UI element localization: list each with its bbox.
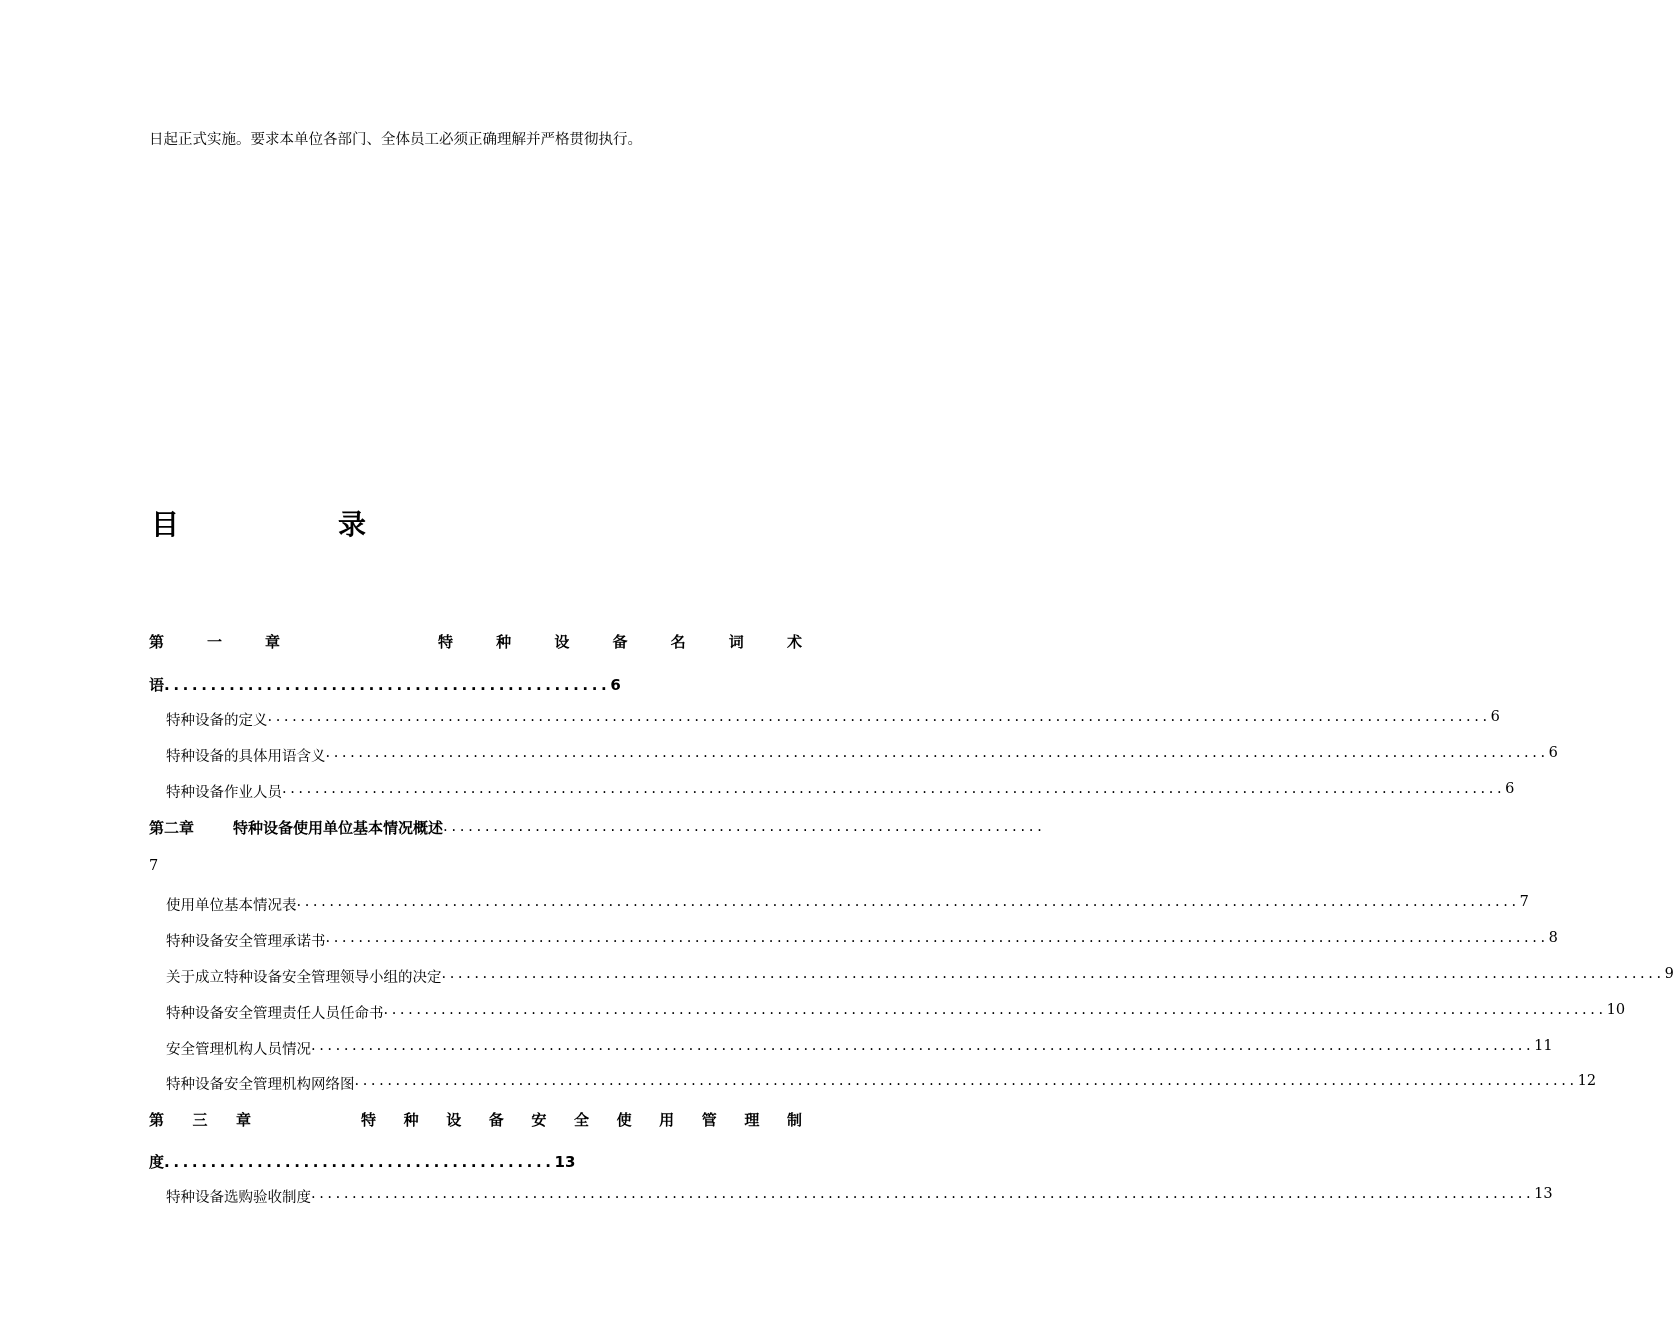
leader-dots: ..................................................................................................................................................... xyxy=(282,781,1506,797)
leader-dots: ..................................................................................................................................................... xyxy=(354,1073,1578,1089)
toc-entry[interactable] xyxy=(166,1002,1626,1023)
page-number[interactable]: 7 xyxy=(149,858,159,874)
chapter-title-char: 种 xyxy=(403,1111,419,1129)
chapter-title-char: 备 xyxy=(488,1111,504,1129)
toc-chapter-1-continuation[interactable] xyxy=(149,674,621,695)
toc-entry-label: 特种设备安全管理责任人员任命书 xyxy=(166,1006,384,1022)
toc-title-char: 目 xyxy=(151,508,180,541)
toc-chapter-1-heading[interactable] xyxy=(149,631,802,652)
chapter-title-char: 名 xyxy=(670,633,686,651)
toc-chapter-2-heading[interactable] xyxy=(149,817,1046,838)
page-number: 13 xyxy=(554,1153,576,1171)
toc-entry-label: 特种设备的定义 xyxy=(166,713,268,729)
toc-entry[interactable] xyxy=(166,1186,1553,1207)
toc-entry-label: 使用单位基本情况表 xyxy=(166,898,297,914)
toc-entry[interactable] xyxy=(166,1038,1553,1059)
toc-entry[interactable] xyxy=(166,966,1674,987)
leader-dots: ..................................................................................................................................................... xyxy=(383,1002,1607,1018)
toc-entry-label: 特种设备安全管理承诺书 xyxy=(166,934,326,950)
chapter-number-char: 第 xyxy=(149,1111,165,1129)
page-number: 6 xyxy=(1548,745,1558,761)
toc-entry[interactable] xyxy=(166,745,1558,766)
chapter-number-char: 一 xyxy=(206,633,222,651)
page-number: 6 xyxy=(1490,709,1500,725)
chapter-title-char: 设 xyxy=(554,633,570,651)
leader-dots: ..................................................................................................................................................... xyxy=(267,709,1491,725)
chapter-title-char: 特 xyxy=(361,1111,377,1129)
toc-entry-label: 特种设备的具体用语含义 xyxy=(166,749,326,765)
chapter-title-char: 制 xyxy=(786,1111,802,1129)
chapter-title-char: 设 xyxy=(446,1111,462,1129)
toc-entry[interactable] xyxy=(166,709,1500,730)
page-number: 7 xyxy=(1519,894,1529,910)
toc-entry-label: 安全管理机构人员情况 xyxy=(166,1042,311,1058)
toc-title xyxy=(151,503,366,543)
leader-dots: ..................................................................................................................................................... xyxy=(296,894,1520,910)
chapter-title: 特种设备使用单位基本情况概述 xyxy=(233,819,444,837)
chapter-number-char: 章 xyxy=(235,1111,251,1129)
toc-entry[interactable] xyxy=(166,894,1529,915)
page-number: 6 xyxy=(610,676,621,694)
chapter-title-char: 特 xyxy=(438,633,454,651)
page-number: 8 xyxy=(1548,930,1558,946)
chapter-number: 第二章 xyxy=(149,819,195,837)
toc-entry[interactable] xyxy=(166,1073,1597,1094)
toc-entry[interactable] xyxy=(166,930,1558,951)
toc-entry[interactable] xyxy=(166,781,1515,802)
chapter-title xyxy=(438,631,802,652)
chapter-title-char: 安 xyxy=(531,1111,547,1129)
leader-dots: .......................................... xyxy=(164,1153,555,1171)
toc-chapter-3-heading[interactable] xyxy=(149,1109,802,1130)
chapter-title-char: 用 xyxy=(659,1111,675,1129)
chapter-number-char: 第 xyxy=(149,633,165,651)
chapter-number xyxy=(149,631,280,652)
chapter-title-char: 理 xyxy=(744,1111,760,1129)
leader-dots: ..................................................................................................................................................... xyxy=(325,930,1549,946)
toc-chapter-3-continuation[interactable] xyxy=(149,1151,575,1172)
chapter-title-char: 术 xyxy=(786,633,802,651)
toc-title-char: 录 xyxy=(337,508,366,541)
toc-entry-label: 特种设备选购验收制度 xyxy=(166,1190,311,1206)
chapter-title-char: 全 xyxy=(573,1111,589,1129)
leader-dots: ........................................................................ xyxy=(443,817,1046,835)
chapter-title-char: 使 xyxy=(616,1111,632,1129)
chapter-number-char: 三 xyxy=(192,1111,208,1129)
leader-dots: ..................................................................................................................................................... xyxy=(441,966,1665,982)
leader-dots: ..................................................................................................................................................... xyxy=(311,1186,1535,1202)
chapter-title-char: 词 xyxy=(728,633,744,651)
page-number: 12 xyxy=(1577,1073,1597,1089)
page-number: 6 xyxy=(1505,781,1515,797)
intro-text: 日起正式实施。要求本单位各部门、全体员工必须正确理解并严格贯彻执行。 xyxy=(149,132,642,148)
page-number: 9 xyxy=(1664,966,1674,982)
toc-entry-label: 特种设备安全管理机构网络图 xyxy=(166,1077,355,1093)
page-number: 13 xyxy=(1534,1186,1553,1202)
page-number: 10 xyxy=(1606,1002,1626,1018)
chapter-title-char: 种 xyxy=(496,633,512,651)
chapter-number xyxy=(149,1109,251,1130)
page-number: 11 xyxy=(1534,1038,1553,1054)
leader-dots: ..................................................................................................................................................... xyxy=(325,745,1549,761)
toc-entry-label: 关于成立特种设备安全管理领导小组的决定 xyxy=(166,970,442,986)
toc-entry-label: 特种设备作业人员 xyxy=(166,785,282,801)
chapter-title-end: 语 xyxy=(149,676,165,694)
leader-dots: ..................................................................................................................................................... xyxy=(311,1038,1535,1054)
chapter-title-char: 管 xyxy=(701,1111,717,1129)
chapter-title xyxy=(361,1109,802,1130)
chapter-number-char: 章 xyxy=(264,633,280,651)
chapter-title-end: 度 xyxy=(149,1153,165,1171)
leader-dots: ................................................ xyxy=(164,676,611,694)
chapter-title-char: 备 xyxy=(612,633,628,651)
